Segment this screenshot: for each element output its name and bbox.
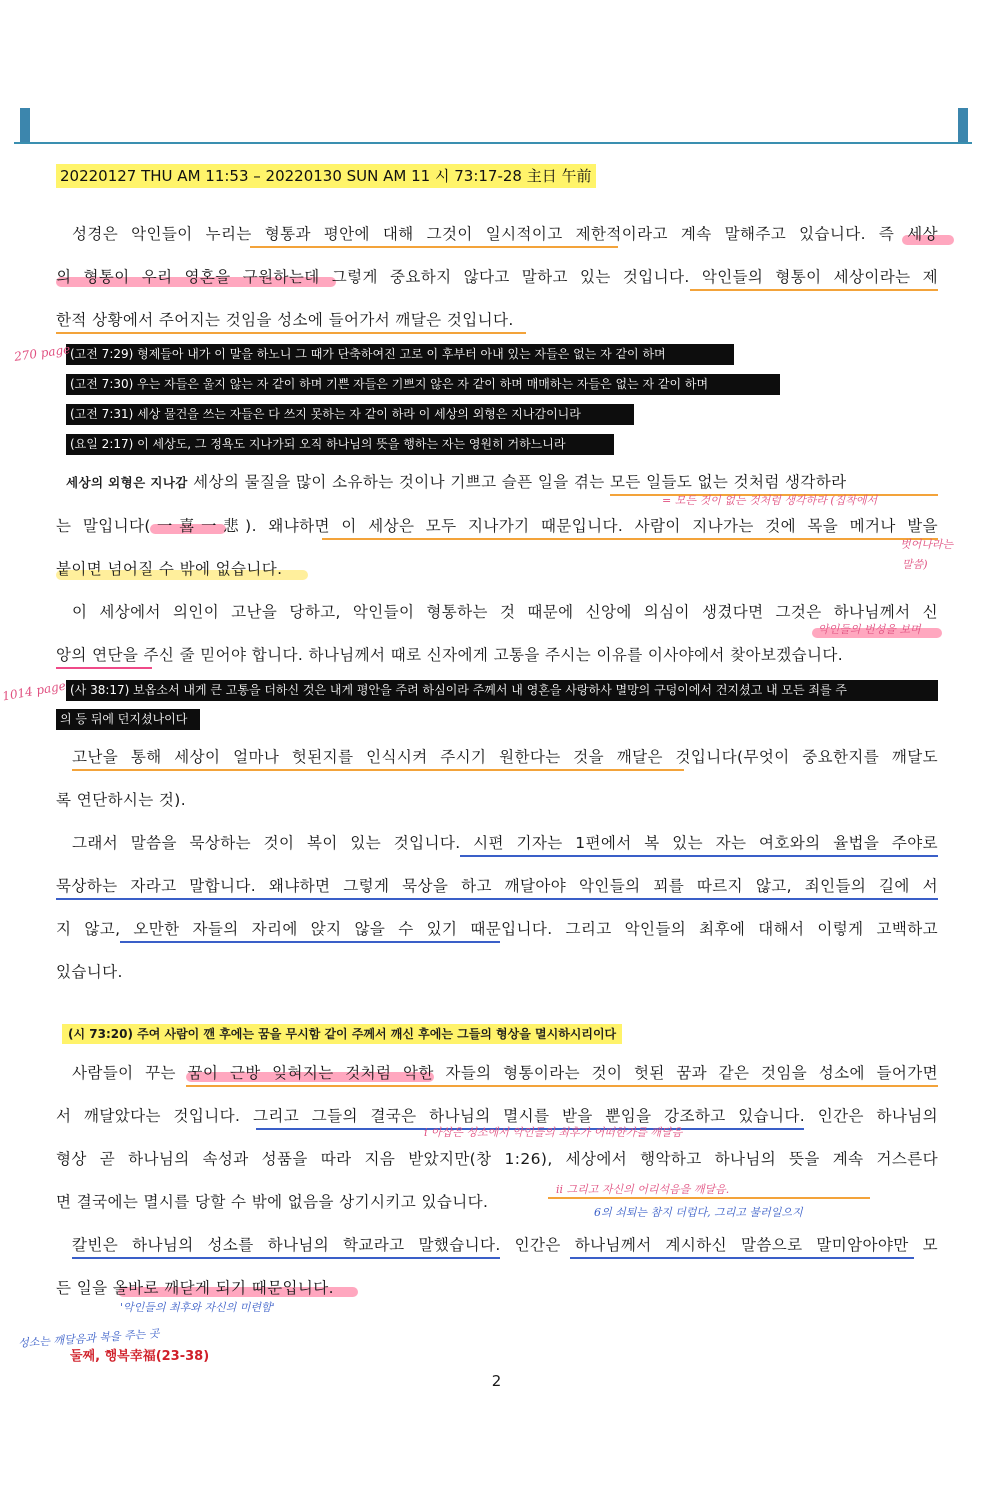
handwritten-note: 말씀) <box>902 558 928 571</box>
handwritten-note: = 모든 것이 없는 것처럼 생각하라 (집착에서 <box>662 494 878 507</box>
para6-line-4: 면 결국에는 멸시를 당할 수 밖에 없음을 상기시키고 있습니다. <box>56 1193 489 1211</box>
top-frame-bar <box>14 108 972 144</box>
para7-line-1: 칼빈은 하나님의 성소를 하나님의 학교라고 말했습니다. 인간은 하나님께서 계시하신 말씀으로 말미암아야만 모 <box>72 1236 938 1254</box>
underline <box>548 1197 870 1199</box>
verse-1co-7-30: (고전 7:30) 우는 자들은 울지 않는 자 같이 하며 기쁜 자들은 기쁘지 않은 자 같이 하며 매매하는 자들은 없는 자 같이 하며 <box>66 374 780 395</box>
handwritten-note: 6의 쇠퇴는 참지 더럽다, 그리고 불러일으지 <box>594 1206 803 1219</box>
para6-line-3: 형상 곧 하나님의 속성과 성품을 따라 지음 받았지만(창 1:26), 세상에서 행악하고 하나님의 뜻을 계속 거스른다 <box>56 1150 938 1168</box>
para2-line-1-text: 세상의 물질을 많이 소유하는 것이나 기쁘고 슬픈 일을 겪는 모든 일들도 없는 것처럼 생각하라 <box>193 473 847 491</box>
frame-left-tab <box>20 108 30 142</box>
para5-line-1: 그래서 말씀을 묵상하는 것이 복이 있는 것입니다. 시편 기자는 1편에서 복 있는 자는 여호와의 율법을 주야로 <box>72 834 938 852</box>
handwritten-note: '악인들의 최후와 자신의 미련함' <box>120 1301 275 1314</box>
frame-right-tab <box>958 108 968 142</box>
verse-isa-38-17-line-1: (사 38:17) 보옵소서 내게 큰 고통을 더하신 것은 내게 평안을 주려 하심이라 주께서 내 영혼을 사랑하사 멸망의 구덩이에서 건지셨고 내 모든 죄를 주 <box>66 680 938 701</box>
handwritten-note: 성소는 깨달음과 복을 주는 곳 <box>17 1327 160 1350</box>
underline <box>56 332 526 334</box>
para5-line-4: 있습니다. <box>56 963 123 981</box>
para2-line-2: 는 말입니다(一喜一悲). 왜냐하면 이 세상은 모두 지나가기 때문입니다. 사람이 지나가는 것에 목을 메거나 발을 <box>56 517 938 535</box>
para2-lead: 세상의 외형은 지나감 <box>66 475 188 490</box>
handwritten-note: ii 그리고 자신의 어리석음을 깨달음. <box>556 1183 730 1196</box>
handwritten-margin-note: 1014 page <box>1 678 67 704</box>
para1-line-1: 성경은 악인들이 누리는 형통과 평안에 대해 그것이 일시적이고 제한적이라고 계속 말해주고 있습니다. 즉 세상 <box>72 225 938 243</box>
underline <box>322 538 938 540</box>
underline <box>72 769 684 771</box>
verse-1jn-2-17: (요일 2:17) 이 세상도, 그 정욕도 지나가되 오직 하나님의 뜻을 행하는 자는 영원히 거하느니라 <box>66 434 614 455</box>
para4-line-2: 록 연단하시는 것). <box>56 791 187 809</box>
page-number: 2 <box>491 1372 502 1390</box>
para6-line-1: 사람들이 꾸는 꿈이 근방 잊혀지는 것처럼 악한 자들의 형통이라는 것이 헛된 꿈과 같은 것임을 성소에 들어가면 <box>72 1064 938 1082</box>
para6-line-2: 서 깨달았다는 것입니다. 그리고 그들의 결국은 하나님의 멸시를 받을 뿐임을 강조하고 있습니다. 인간은 하나님의 <box>56 1107 938 1125</box>
para2-line-3: 붙이면 넘어질 수 밖에 없습니다. <box>56 560 283 578</box>
handwritten-note: 악인들의 번성을 보며 <box>818 623 921 636</box>
underline <box>120 941 500 943</box>
para5-line-3: 지 않고, 오만한 자들의 자리에 앉지 않을 수 있기 때문입니다. 그리고 악인들의 최후에 대해서 이렇게 고백하고 <box>56 920 938 938</box>
para5-line-2: 묵상하는 자라고 말합니다. 왜냐하면 그렇게 묵상을 하고 깨달아야 악인들의 꾀를 따르지 않고, 죄인들의 길에 서 <box>56 877 938 895</box>
underline <box>570 1257 914 1259</box>
para3-line-1: 이 세상에서 의인이 고난을 당하고, 악인들이 형통하는 것 때문에 신앙에 의심이 생겼다면 그것은 하나님께서 신 <box>72 603 938 621</box>
handwritten-note: 벗어나라는 <box>900 538 954 551</box>
underline <box>72 1257 500 1259</box>
underline <box>250 246 618 248</box>
verse-1co-7-31: (고전 7:31) 세상 물건을 쓰는 자들은 다 쓰지 못하는 자 같이 하라 이 세상의 외형은 지나감이니라 <box>66 404 634 425</box>
underline <box>460 855 938 857</box>
para1-line-3: 한적 상황에서 주어지는 것임을 성소에 들어가서 깨달은 것입니다. <box>56 311 514 329</box>
verse-1co-7-29: (고전 7:29) 형제들아 내가 이 말을 하노니 그 때가 단축하여진 고로 이 후부터 아내 있는 자들은 없는 자 같이 하며 <box>66 344 734 365</box>
section-heading: 둘째, 행복幸福(23-38) <box>70 1349 210 1364</box>
para3-line-2: 앙의 연단을 주신 줄 믿어야 합니다. 하나님께서 때로 신자에게 고통을 주시는 이유를 이사야에서 찾아보겠습니다. <box>56 646 844 664</box>
underline <box>690 289 938 291</box>
para4-line-1: 고난을 통해 세상이 얼마나 헛된지를 인식시켜 주시기 원한다는 것을 깨달은 것입니다(무엇이 중요한지를 깨달도 <box>72 748 938 766</box>
verse-isa-38-17-line-2: 의 등 뒤에 던지셨나이다 <box>56 709 200 730</box>
underline <box>186 1085 938 1087</box>
para1-line-2: 의 형통이 우리 영혼을 구원하는데 그렇게 중요하지 않다고 말하고 있는 것입니다. 악인들의 형통이 세상이라는 제 <box>56 268 938 286</box>
underline <box>56 667 152 669</box>
date-header: 20220127 THU AM 11:53 – 20220130 SUN AM 11 시 73:17-28 主日 午前 <box>56 164 596 188</box>
verse-ps-73-20: (시 73:20) 주여 사람이 깬 후에는 꿈을 무시함 같이 주께서 깨신 후에는 그들의 형상을 멸시하시리이다 <box>62 1024 622 1044</box>
underline <box>56 898 938 900</box>
para7-line-2: 든 일을 올바로 깨닫게 되기 때문입니다. <box>56 1279 334 1297</box>
handwritten-margin-note: 270 page <box>13 342 72 364</box>
handwritten-note: i 아삽은 성소에서 악인들의 최후가 어떠한가를 깨달음 <box>424 1126 683 1139</box>
